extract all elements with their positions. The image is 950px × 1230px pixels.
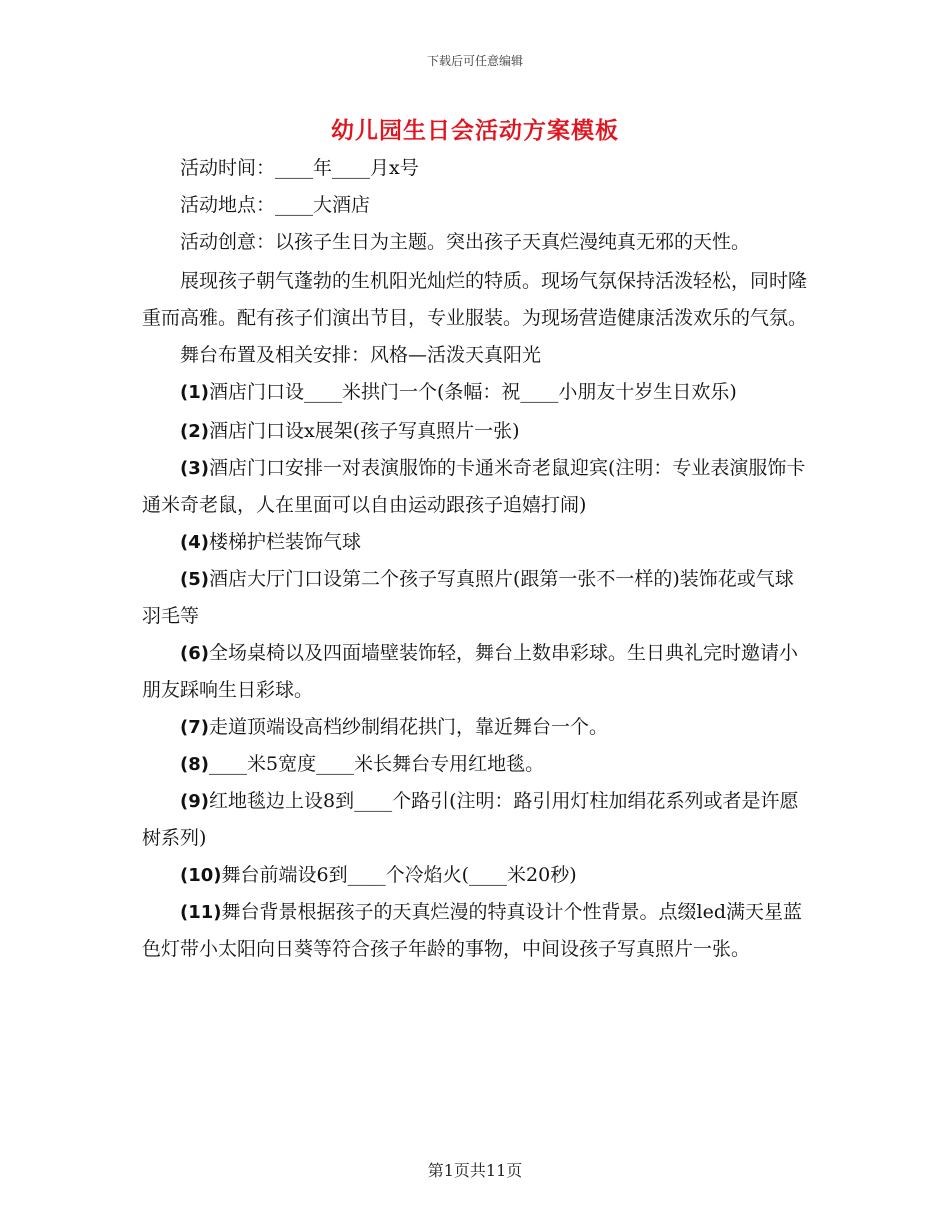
item-number: (3) [180,458,209,479]
list-item [142,374,812,411]
paragraph-text: 舞台前端设6到____个冷焰火(____米20秒) [221,864,577,886]
item-number: (11) [180,902,222,923]
paragraph-time [142,150,812,187]
paragraph-text: 活动地点：____大酒店 [180,194,371,216]
item-number: (1) [180,382,209,403]
paragraph-text: 活动创意：以孩子生日为主题。突出孩子天真烂漫纯真无邪的天性。 [180,231,751,253]
item-number: (2) [180,421,209,442]
paragraph-text: 舞台布置及相关安排：风格—活泼天真阳光 [180,344,542,366]
paragraph-stage-style [142,337,812,374]
item-number: (8) [180,754,209,775]
list-item [142,746,812,783]
paragraph-text: 酒店门口安排一对表演服饰的卡通米奇老鼠迎宾(注明：专业表演服饰卡通米奇老鼠，人在里面可以自由运动跟孩子追嬉打闹) [142,457,806,516]
paragraph-idea [142,224,812,261]
list-item [142,413,812,450]
item-number: (6) [180,643,209,664]
list-item [142,524,812,561]
paragraph-atmosphere [142,263,812,337]
paragraph-location [142,187,812,224]
paragraph-text: 走道顶端设高档纱制绢花拱门，靠近舞台一个。 [208,716,608,738]
document-body [142,150,812,968]
paragraph-text: 酒店大厅门口设第二个孩子写真照片(跟第一张不一样的)装饰花或气球羽毛等 [142,568,794,627]
item-number: (7) [180,717,209,738]
item-number: (10) [180,865,222,886]
list-item [142,894,812,968]
paragraph-text: 酒店门口设____米拱门一个(条幅：祝____小朋友十岁生日欢乐) [208,381,737,403]
item-number: (5) [180,569,209,590]
paragraph-text: 酒店门口设x展架(孩子写真照片一张) [208,420,520,442]
paragraph-text: 舞台背景根据孩子的天真烂漫的特真设计个性背景。点缀led满天星蓝色灯带小太阳向日葵等符合孩子年龄的事物，中间设孩子写真照片一张。 [142,901,803,960]
list-item [142,783,812,857]
list-item [142,635,812,709]
item-number: (9) [180,791,209,812]
paragraph-text: 楼梯护栏装饰气球 [208,531,361,553]
list-item [142,857,812,894]
page-header: 下载后可任意编辑 [426,54,523,68]
list-item [142,709,812,746]
item-number: (4) [180,532,209,553]
document-title: 幼儿园生日会活动方案模板 [331,117,619,144]
list-item [142,561,812,635]
paragraph-text: 红地毯边上设8到____个路引(注明：路引用灯柱加绢花系列或者是许愿树系列) [142,790,799,849]
paragraph-text: 全场桌椅以及四面墙壁装饰轻，舞台上数串彩球。生日典礼完时邀请小朋友踩响生日彩球。 [142,642,798,701]
paragraph-text: 展现孩子朝气蓬勃的生机阳光灿烂的特质。现场气氛保持活泼轻松，同时隆重而高雅。配有孩子们演出节目，专业服装。为现场营造健康活泼欢乐的气氛。 [142,270,808,329]
paragraph-text: 活动时间：____年____月x号 [180,157,419,179]
page-footer: 第1页共11页 [427,1161,523,1180]
paragraph-text: ____米5宽度____米长舞台专用红地毯。 [208,753,545,775]
list-item [142,450,812,524]
